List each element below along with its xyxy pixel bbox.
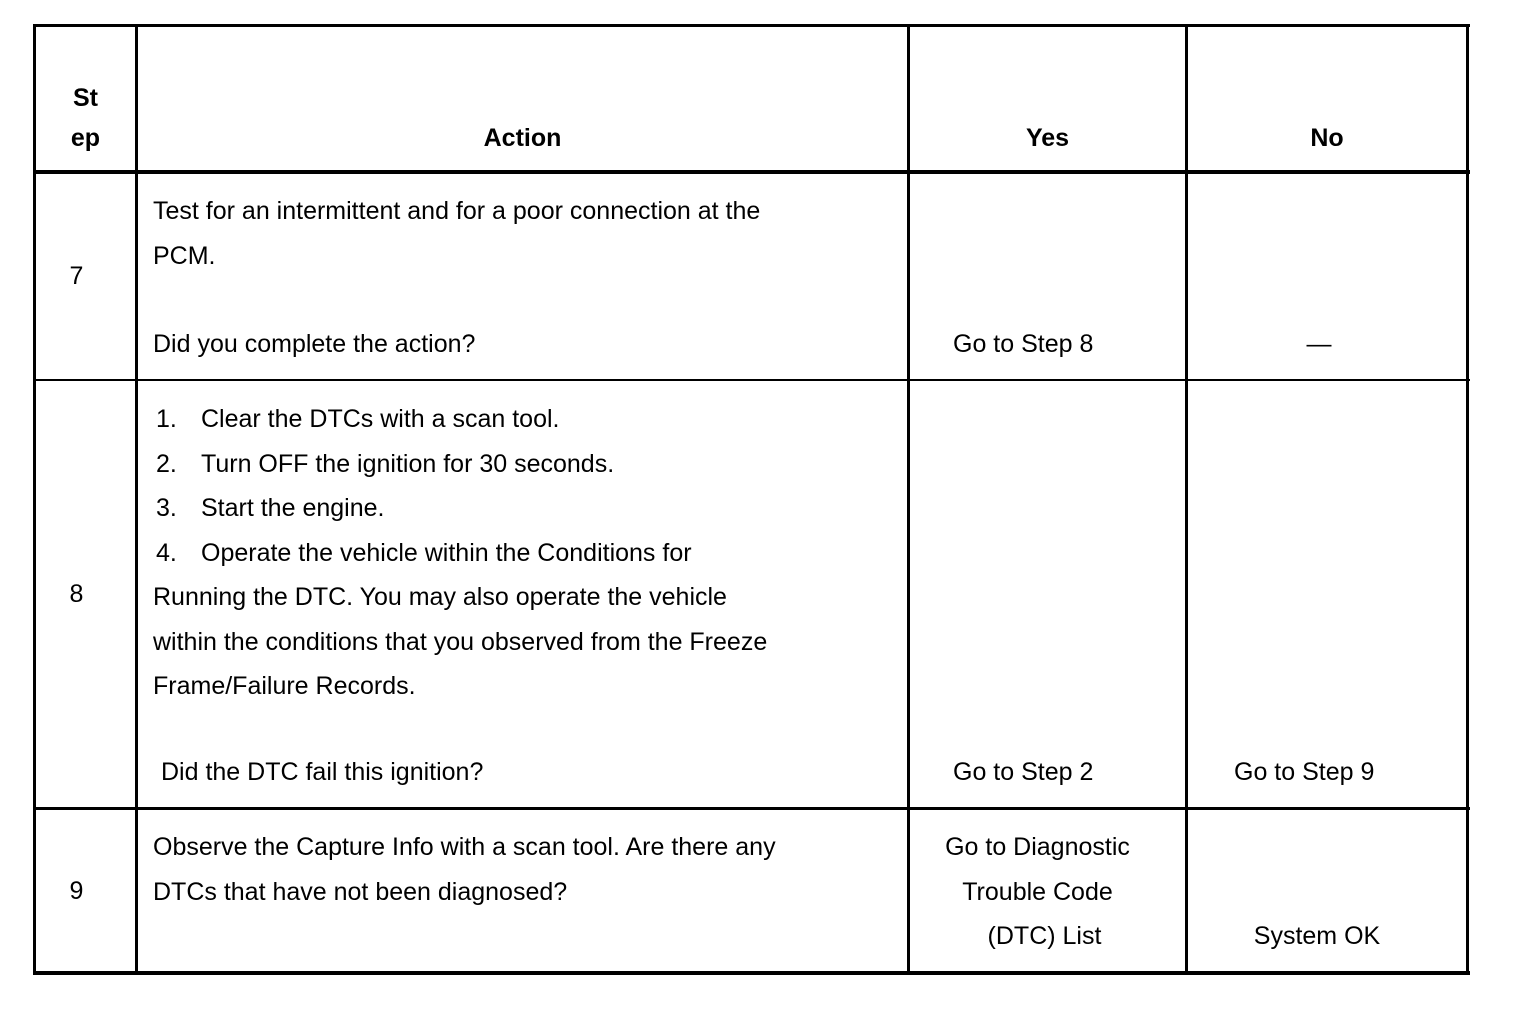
row-7-action-line2: PCM. xyxy=(153,241,216,270)
step-7: 7 xyxy=(69,262,84,290)
header-yes: Yes xyxy=(1025,124,1070,152)
row-divider-7 xyxy=(33,379,1470,381)
row-9-yes xyxy=(910,825,1165,959)
header-step-line2: ep xyxy=(70,124,101,152)
list-item: 1. Clear the DTCs with a scan tool. xyxy=(156,405,560,433)
row-9-yes-line3: (DTC) List xyxy=(987,922,1102,950)
step-9: 9 xyxy=(69,877,84,905)
row-7-action xyxy=(153,189,760,278)
row-8-yes: Go to Step 2 xyxy=(953,758,1094,786)
list-item: 2. Turn OFF the ignition for 30 seconds. xyxy=(156,449,615,478)
diagnostic-table xyxy=(33,24,1470,975)
row-8-action xyxy=(153,397,767,709)
row-9-yes-line2: Trouble Code xyxy=(962,877,1113,906)
step-8: 8 xyxy=(69,580,84,608)
row-7-no: — xyxy=(1306,330,1332,358)
row-9-no: System OK xyxy=(1253,922,1381,950)
row-9-action xyxy=(153,825,776,914)
header-step-line1: St xyxy=(73,84,98,112)
header-action: Action xyxy=(483,124,562,152)
column-divider-step xyxy=(135,24,138,975)
table-border-right xyxy=(1466,24,1469,975)
row-8-action-cont-line3: Frame/Failure Records. xyxy=(153,672,416,700)
row-7-question: Did you complete the action? xyxy=(153,330,476,358)
list-item: 3. Start the engine. xyxy=(156,494,385,522)
table-border-top xyxy=(33,24,1470,27)
row-8-question: Did the DTC fail this ignition? xyxy=(161,758,484,786)
row-7-action-line1: Test for an intermittent and for a poor connection at the xyxy=(153,197,761,225)
row-9-action-line2: DTCs that have not been diagnosed? xyxy=(153,877,568,906)
column-divider-yes xyxy=(1185,24,1188,975)
row-8-steps-list xyxy=(153,397,767,575)
row-divider-8 xyxy=(33,807,1470,810)
table-border-left xyxy=(33,24,36,975)
header-no: No xyxy=(1310,124,1344,152)
list-item: 4. Operate the vehicle within the Conditions for xyxy=(156,538,692,567)
row-7-yes: Go to Step 8 xyxy=(953,330,1094,358)
header-divider xyxy=(33,170,1470,174)
row-8-action-cont-line1: Running the DTC. You may also operate the vehicle xyxy=(153,583,727,611)
table-border-bottom xyxy=(33,971,1470,975)
row-9-yes-line1: Go to Diagnostic xyxy=(945,833,1130,861)
row-8-no: Go to Step 9 xyxy=(1234,758,1375,786)
row-8-action-cont-line2: within the conditions that you observed from the Freeze xyxy=(153,627,768,656)
header-step xyxy=(36,78,135,158)
row-9-action-line1: Observe the Capture Info with a scan tool. Are there any xyxy=(153,833,776,861)
